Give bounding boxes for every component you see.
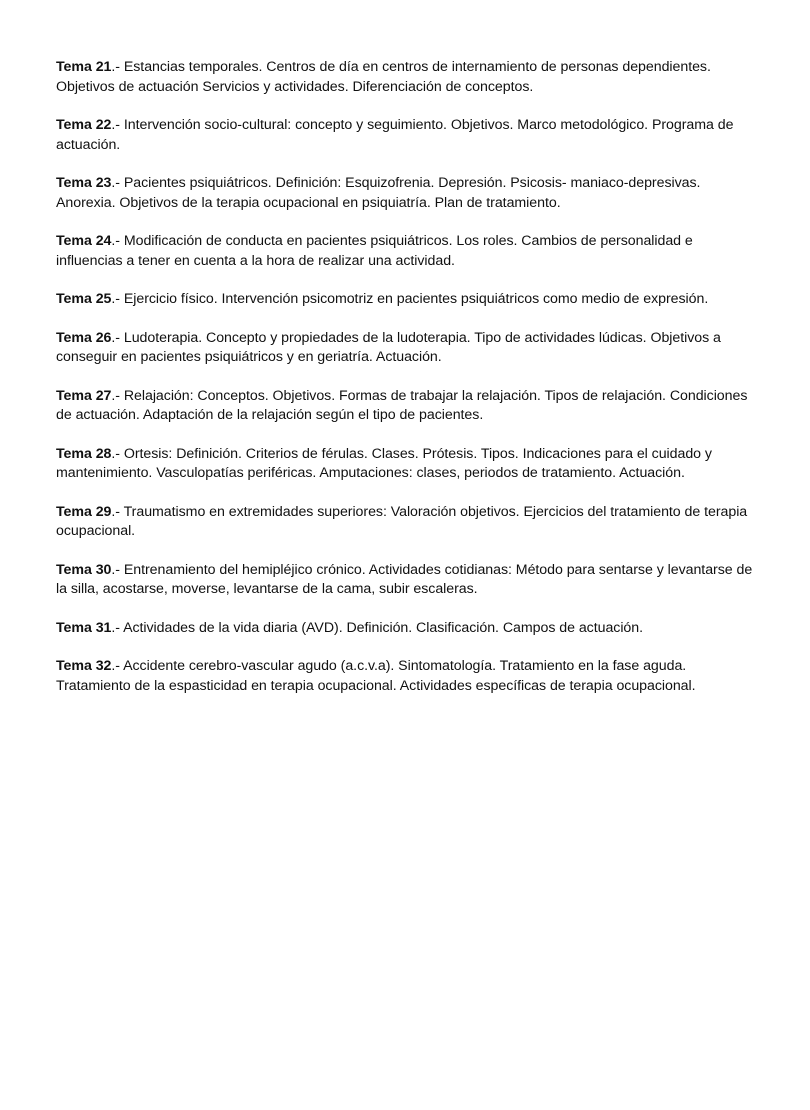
topic-label: Tema 24 — [56, 233, 112, 249]
topic-29 — [56, 503, 756, 542]
topic-30 — [56, 561, 756, 600]
topic-label: Tema 26 — [56, 329, 112, 346]
topic-24 — [56, 232, 756, 271]
topic-32 — [56, 657, 756, 696]
topic-31 — [56, 619, 756, 639]
topic-label: Tema 32 — [56, 658, 112, 674]
topic-25 — [56, 290, 756, 310]
topic-label: Tema 22 — [56, 117, 112, 133]
topic-label: Tema 21 — [56, 59, 112, 75]
topic-27 — [56, 387, 756, 426]
topic-text: .- Estancias temporales. Centros de día en centros de internamiento de personas dependientes. Objetivos de actuación Servicios y actividades. Diferenciación de conceptos. — [56, 59, 711, 95]
topic-text: .- Intervención socio-cultural: concepto y seguimiento. Objetivos. Marco metodológico. Programa de actuación. — [56, 117, 734, 153]
topic-28 — [56, 445, 756, 484]
topic-label: Tema 31 — [56, 619, 112, 636]
topic-text: .- Ejercicio físico. Intervención psicomotriz en pacientes psiquiátricos como medio de expresión. — [111, 291, 709, 307]
topic-label: Tema 25 — [56, 291, 112, 307]
topic-text: .- Accidente cerebro-vascular agudo (a.c.v.a). Sintomatología. Tratamiento en la fase aguda. Tratamiento de la espasticidad en terapia ocupacional. Actividades específicas de terapia ocupacional. — [56, 658, 696, 694]
topic-text: .- Modificación de conducta en pacientes psiquiátricos. Los roles. Cambios de personalidad e influencias a tener en cuenta a la hora de realizar una actividad. — [56, 233, 693, 269]
topic-23 — [56, 174, 756, 213]
topic-text: .- Ortesis: Definición. Criterios de férulas. Clases. Prótesis. Tipos. Indicaciones para el cuidado y mantenimiento. Vasculopatías periféricas. Amputaciones: clases, periodos de tratamiento. Actuación. — [56, 445, 712, 481]
topic-22 — [56, 116, 756, 155]
topic-label: Tema 28 — [56, 445, 112, 462]
topic-label: Tema 29 — [56, 503, 112, 520]
document-page — [56, 58, 756, 715]
topic-26 — [56, 329, 756, 368]
topic-label: Tema 27 — [56, 387, 112, 404]
topic-label: Tema 23 — [56, 175, 112, 191]
topic-text: .- Traumatismo en extremidades superiores: Valoración objetivos. Ejercicios del tratamiento de terapia ocupacional. — [56, 503, 748, 539]
topic-label: Tema 30 — [56, 561, 112, 578]
topic-text: .- Entrenamiento del hemipléjico crónico. Actividades cotidianas: Método para sentarse y levantarse de la silla, acostarse, moverse, levantarse de la cama, subir escaleras. — [56, 561, 753, 597]
topic-text: .- Actividades de la vida diaria (AVD). Definición. Clasificación. Campos de actuación. — [111, 619, 643, 636]
topic-text: .- Ludoterapia. Concepto y propiedades de la ludoterapia. Tipo de actividades lúdicas. Objetivos a conseguir en pacientes psiquiátricos y en geriatría. Actuación. — [56, 329, 721, 365]
topic-21 — [56, 58, 756, 97]
topic-text: .- Pacientes psiquiátricos. Definición: Esquizofrenia. Depresión. Psicosis- maniaco-depresivas. Anorexia. Objetivos de la terapia ocupacional en psiquiatría. Plan de tratamiento. — [56, 175, 701, 211]
topic-text: .- Relajación: Conceptos. Objetivos. Formas de trabajar la relajación. Tipos de relajación. Condiciones de actuación. Adaptación de la relajación según el tipo de pacientes. — [56, 387, 748, 423]
